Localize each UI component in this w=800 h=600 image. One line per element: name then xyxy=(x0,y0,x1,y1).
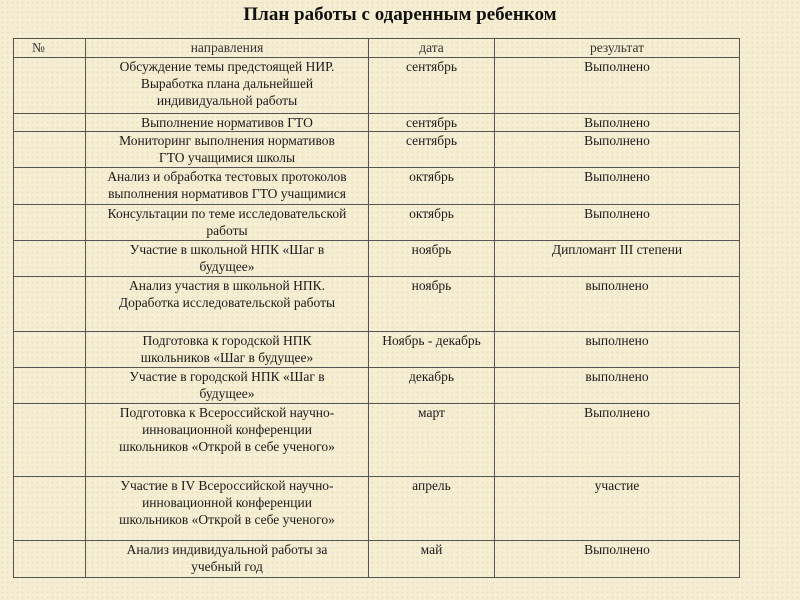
cell-direction-line: Участие в школьной НПК «Шаг в xyxy=(129,242,325,257)
cell-direction-line: Участие в городской НПК «Шаг в xyxy=(129,369,325,384)
table-row xyxy=(14,58,740,114)
cell-number xyxy=(14,541,86,578)
cell-result: Выполнено xyxy=(495,132,740,168)
table-row xyxy=(14,132,740,168)
cell-direction xyxy=(86,114,369,132)
cell-number xyxy=(14,368,86,404)
cell-date: октябрь xyxy=(369,168,495,205)
cell-number xyxy=(14,114,86,132)
cell-direction xyxy=(86,205,369,241)
cell-direction-line: работы xyxy=(206,223,248,238)
cell-direction-line: индивидуальной работы xyxy=(156,93,298,108)
cell-number xyxy=(14,277,86,332)
cell-number xyxy=(14,332,86,368)
cell-direction xyxy=(86,168,369,205)
cell-result: выполнено xyxy=(495,332,740,368)
table-row xyxy=(14,368,740,404)
cell-date: октябрь xyxy=(369,205,495,241)
table-row xyxy=(14,541,740,578)
cell-direction-line: Консультации по теме исследовательской xyxy=(107,206,347,221)
cell-date: сентябрь xyxy=(369,58,495,114)
cell-date: ноябрь xyxy=(369,241,495,277)
cell-date: апрель xyxy=(369,477,495,541)
cell-result: Выполнено xyxy=(495,58,740,114)
cell-date: Ноябрь - декабрь xyxy=(369,332,495,368)
cell-direction-line: учебный год xyxy=(191,559,263,574)
cell-direction-line: Анализ и обработка тестовых протоколов xyxy=(107,169,347,184)
cell-direction-line: инновационной конференции xyxy=(142,495,312,510)
cell-result: Выполнено xyxy=(495,114,740,132)
cell-direction xyxy=(86,404,369,477)
cell-direction-line: школьников «Открой в себе ученого» xyxy=(119,512,335,527)
cell-direction-line: Мониторинг выполнения нормативов xyxy=(119,133,335,148)
cell-date: сентябрь xyxy=(369,132,495,168)
table-row xyxy=(14,477,740,541)
table-row xyxy=(14,277,740,332)
cell-direction-line: выполнения нормативов ГТО учащимися xyxy=(108,186,346,201)
cell-direction-line: Анализ участия в школьной НПК. xyxy=(129,278,325,293)
cell-number xyxy=(14,241,86,277)
cell-direction xyxy=(86,277,369,332)
cell-direction-line: Анализ индивидуальной работы за xyxy=(126,542,328,557)
cell-number xyxy=(14,404,86,477)
cell-result: участие xyxy=(495,477,740,541)
cell-direction xyxy=(86,477,369,541)
table-row xyxy=(14,114,740,132)
cell-date: декабрь xyxy=(369,368,495,404)
cell-result: Выполнено xyxy=(495,168,740,205)
cell-date: май xyxy=(369,541,495,578)
page-title: План работы с одаренным ребенком xyxy=(243,4,557,25)
cell-direction-line: будущее» xyxy=(199,259,255,274)
header-number: № xyxy=(14,39,86,58)
table-row xyxy=(14,241,740,277)
cell-direction-line: инновационной конференции xyxy=(142,422,312,437)
table-row xyxy=(14,168,740,205)
cell-direction xyxy=(86,541,369,578)
cell-direction xyxy=(86,368,369,404)
cell-number xyxy=(14,168,86,205)
cell-result: Выполнено xyxy=(495,205,740,241)
cell-result: Выполнено xyxy=(495,404,740,477)
cell-number xyxy=(14,205,86,241)
table-row xyxy=(14,205,740,241)
cell-date: ноябрь xyxy=(369,277,495,332)
cell-direction-line: Обсуждение темы предстоящей НИР. xyxy=(119,59,335,74)
cell-direction-line: школьников «Открой в себе ученого» xyxy=(119,439,335,454)
cell-number xyxy=(14,58,86,114)
cell-result: Выполнено xyxy=(495,541,740,578)
cell-number xyxy=(14,132,86,168)
cell-direction-line: ГТО учащимися школы xyxy=(158,150,296,165)
table-row xyxy=(14,332,740,368)
cell-direction xyxy=(86,332,369,368)
cell-direction-line: будущее» xyxy=(199,386,255,401)
table-header-row xyxy=(14,39,740,58)
cell-number xyxy=(14,477,86,541)
header-direction: направления xyxy=(86,39,369,58)
cell-result: Дипломант III степени xyxy=(495,241,740,277)
cell-result: выполнено xyxy=(495,277,740,332)
cell-direction-line: Подготовка к Всероссийской научно- xyxy=(119,405,335,420)
cell-result: выполнено xyxy=(495,368,740,404)
cell-direction xyxy=(86,58,369,114)
cell-direction-line: Доработка исследовательской работы xyxy=(118,295,336,310)
cell-direction xyxy=(86,132,369,168)
cell-direction-line: Выполнение нормативов ГТО xyxy=(141,115,313,130)
header-date: дата xyxy=(369,39,495,58)
work-plan-table xyxy=(13,38,740,578)
header-result: результат xyxy=(495,39,740,58)
cell-direction-line: школьников «Шаг в будущее» xyxy=(140,350,314,365)
cell-direction-line: Выработка плана дальнейшей xyxy=(140,76,314,91)
table-row xyxy=(14,404,740,477)
cell-direction-line: Участие в IV Всероссийской научно- xyxy=(120,478,334,493)
cell-date: март xyxy=(369,404,495,477)
cell-direction-line: Подготовка к городской НПК xyxy=(142,333,312,348)
cell-direction xyxy=(86,241,369,277)
cell-date: сентябрь xyxy=(369,114,495,132)
